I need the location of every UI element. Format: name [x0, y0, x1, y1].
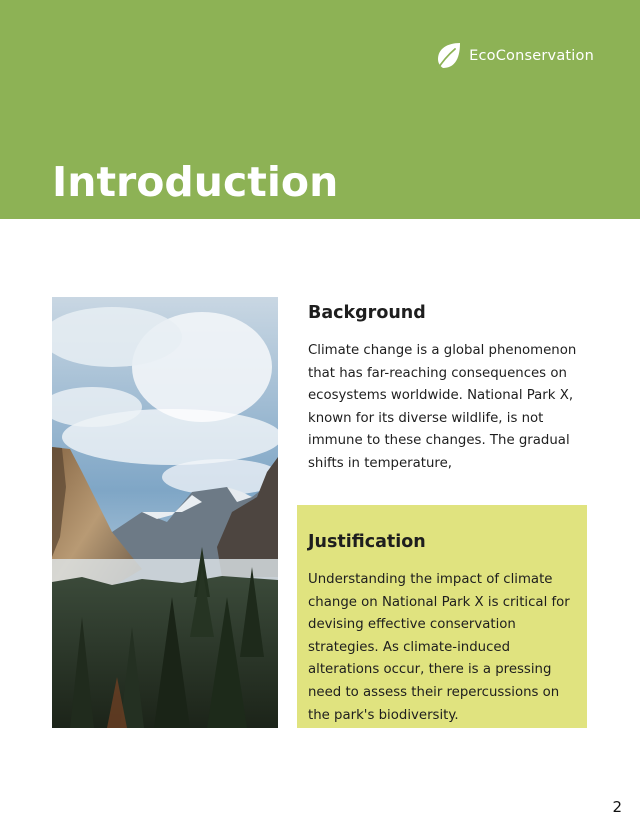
brand	[435, 41, 594, 71]
page-number: 2	[612, 798, 622, 816]
background-body: Climate change is a global phenomenon that has far-reaching consequences on ecosystems worldwide. National Park X, known for its diverse wildlife, is not immune to these changes. The gradual shifts in temperature,	[308, 343, 577, 471]
justification-body: Understanding the impact of climate change on National Park X is critical for devising effective conservation strategies. As climate-induced alterations occur, there is a pressing need to assess their repercussions on the park's biodiversity.	[308, 572, 570, 723]
justification-section	[297, 505, 587, 728]
header-banner	[0, 0, 640, 219]
hero-landscape-photo	[52, 297, 278, 728]
page-title: Introduction	[52, 158, 339, 206]
background-heading: Background	[308, 303, 426, 323]
brand-name: EcoConservation	[469, 48, 594, 64]
justification-heading: Justification	[308, 532, 426, 552]
background-section	[308, 300, 598, 476]
leaf-icon	[435, 41, 463, 71]
